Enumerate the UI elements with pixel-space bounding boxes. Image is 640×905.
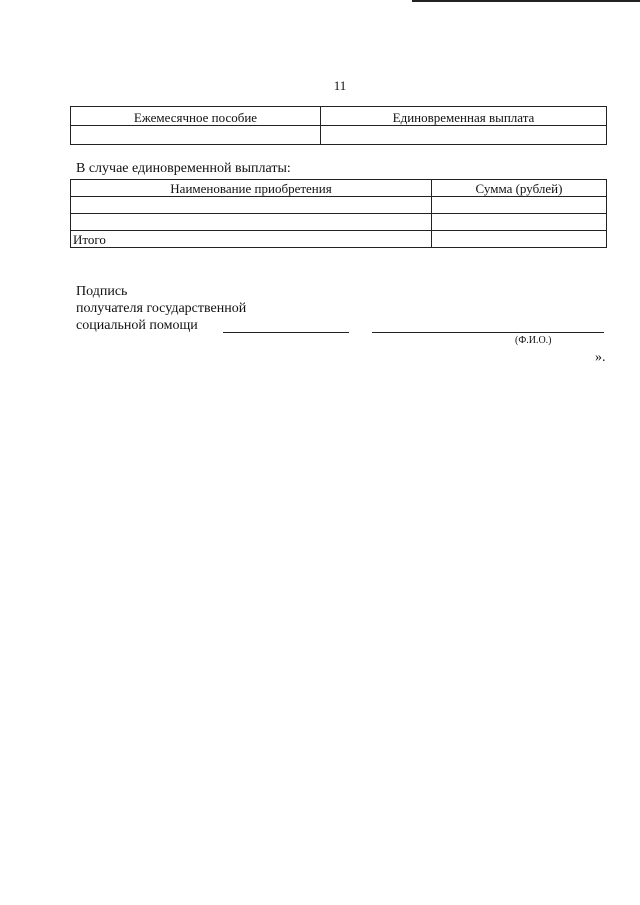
- closing-quote: ».: [595, 350, 606, 365]
- purchase-name-cell[interactable]: [71, 214, 432, 231]
- signature-line-1: Подпись: [76, 284, 128, 299]
- signature-label: [76, 283, 246, 334]
- signature-line-2: получателя государственной: [76, 301, 247, 316]
- lump-sum-cell[interactable]: [321, 126, 607, 145]
- full-name-field[interactable]: [372, 332, 604, 333]
- amount-cell[interactable]: [432, 214, 607, 231]
- signature-line-3: социальной помощи: [76, 318, 198, 333]
- total-label: Итого: [71, 231, 432, 248]
- table-row: [71, 126, 607, 145]
- table-header-row: [71, 180, 607, 197]
- monthly-allowance-cell[interactable]: [71, 126, 321, 145]
- purchase-name-header: Наименование приобретения: [71, 180, 432, 197]
- lump-sum-header: Единовременная выплата: [321, 107, 607, 126]
- full-name-hint: (Ф.И.О.): [515, 335, 552, 346]
- top-rule: [412, 0, 640, 2]
- page-number: 11: [333, 78, 347, 93]
- lump-sum-caption: В случае единовременной выплаты:: [76, 161, 291, 176]
- table-header-row: [71, 107, 607, 126]
- payment-type-table: [70, 106, 607, 145]
- table-row: [71, 214, 607, 231]
- purchase-table: [70, 179, 607, 248]
- amount-header: Сумма (рублей): [432, 180, 607, 197]
- amount-cell[interactable]: [432, 197, 607, 214]
- signature-field[interactable]: [223, 332, 349, 333]
- monthly-allowance-header: Ежемесячное пособие: [71, 107, 321, 126]
- total-amount-cell[interactable]: [432, 231, 607, 248]
- purchase-name-cell[interactable]: [71, 197, 432, 214]
- total-row: [71, 231, 607, 248]
- table-row: [71, 197, 607, 214]
